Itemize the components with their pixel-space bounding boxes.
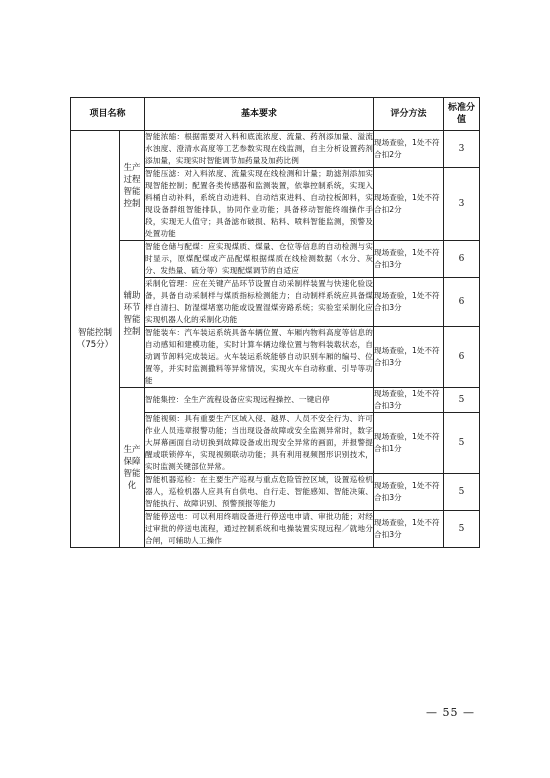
score-cell: 6 (444, 241, 480, 278)
method-cell: 现场查验，1处不符合扣3分 (374, 388, 444, 413)
section-name: 生产保障智能化 (120, 388, 145, 548)
section-name: 辅助环节智能控制 (120, 241, 145, 388)
requirement-cell: 智能浓缩：根据需要对入料和底流浓度、流量、药剂添加量、溢流水浊度、澄清水高度等工艺参数实现在线监测，自主分析设置药剂添加量，实现实时智能调节加药量及加药比例 (145, 131, 374, 168)
method-cell: 现场查验，1处不符合扣3分 (374, 327, 444, 388)
page-number: — 55 — (426, 706, 475, 719)
method-cell: 现场查验，1处不符合扣3分 (374, 474, 444, 511)
group-name: 智能控制（75分） (71, 131, 120, 548)
table-header-row (71, 98, 480, 131)
method-cell: 现场查验，1处不符合扣3分 (374, 241, 444, 278)
requirement-cell: 智能机器巡检：在主要生产巡视与重点危险管控区域，设置巡检机器人，巡检机器人应具有自供电、自行走、智能感知、智能决策、智能执行、故障识别、预警预报等能力 (145, 474, 374, 511)
table-row (71, 131, 480, 168)
score-cell: 6 (444, 327, 480, 388)
method-cell: 现场查验，1处不符合扣3分 (374, 511, 444, 548)
requirement-cell: 智能集控：全生产流程设备应实现远程操控、一键启停 (145, 388, 374, 413)
table-row (71, 241, 480, 278)
score-cell: 5 (444, 388, 480, 413)
header-scoring-method: 评分方法 (374, 98, 444, 131)
requirement-cell: 采制化管理：应在关键产品环节设置自动采制样装置与快速化验设备，具备自动采制样与煤质指标检测能力；自动制样系统应具备煤样自清扫、防湿煤堵塞功能或设置湿煤旁路系统；实验室采制化应实现机器人化的采制化功能 (145, 278, 374, 327)
requirement-cell: 智能仓储与配煤：应实现煤质、煤量、仓位等信息的自动检测与实时显示，原煤配煤或产品配煤根据煤质在线检测数据（水分、灰分、发热量、硫分等）实现配煤调节的自适应 (145, 241, 374, 278)
score-cell: 5 (444, 474, 480, 511)
header-project-name: 项目名称 (71, 98, 145, 131)
score-cell: 3 (444, 131, 480, 168)
method-cell: 现场查验，1处不符合扣2分 (374, 168, 444, 241)
section-name: 生产过程智能控制 (120, 131, 145, 241)
requirement-cell: 智能装车：汽车装运系统具备车辆位置、车厢内物料高度等信息的自动感知和建模功能，实时计算车辆边缘位置与物料装载状态，自动调节卸料完成装运。火车装运系统能够自动识别车厢的编号、位置等，并实时监测撒料等异常情况，实现火车自动称重、引导等功能 (145, 327, 374, 388)
header-basic-requirements: 基本要求 (145, 98, 374, 131)
requirement-cell: 智能压滤：对入料浓度、流量实现在线检测和计量；助滤剂添加实现智能控制；配置各类传感器和监测装置，依靠控制系统，实现入料桶自动补料，系统自动进料、自动结束进料、自动拉板卸料，实现设备群组智能排队，协同作业功能；具备移动智能终端操作手段，实现无人值守；具备滤布破损、粘料、喷料智能监测，预警及处置功能 (145, 168, 374, 241)
score-cell: 5 (444, 511, 480, 548)
requirement-cell: 智能视频：具有重要生产区域入侵、越界、人员不安全行为、许可作业人员违章报警功能；当出现设备故障或安全监测异常时，数字大屏幕画面自动切换到故障设备或出现安全异常的画面，并报警提醒或联锁停车，实现视频联动功能；具有利用视频图形识别技术，实时监测关键部位异常。 (145, 413, 374, 474)
method-cell: 现场查验，1处不符合扣2分 (374, 131, 444, 168)
method-cell: 现场查验，1处不符合扣3分 (374, 278, 444, 327)
scoring-table (70, 97, 480, 548)
requirement-cell: 智能停送电：可以利用终端设备进行停送电申请、审批功能；对经过审批的停送电流程，通过控制系统和电操装置实现远程／就地分合闸，可辅助人工操作 (145, 511, 374, 548)
header-standard-score: 标准分值 (444, 98, 480, 131)
score-cell: 3 (444, 168, 480, 241)
score-cell: 6 (444, 278, 480, 327)
table-row (71, 388, 480, 413)
score-cell: 5 (444, 413, 480, 474)
method-cell: 现场查验，1处不符合扣1分 (374, 413, 444, 474)
